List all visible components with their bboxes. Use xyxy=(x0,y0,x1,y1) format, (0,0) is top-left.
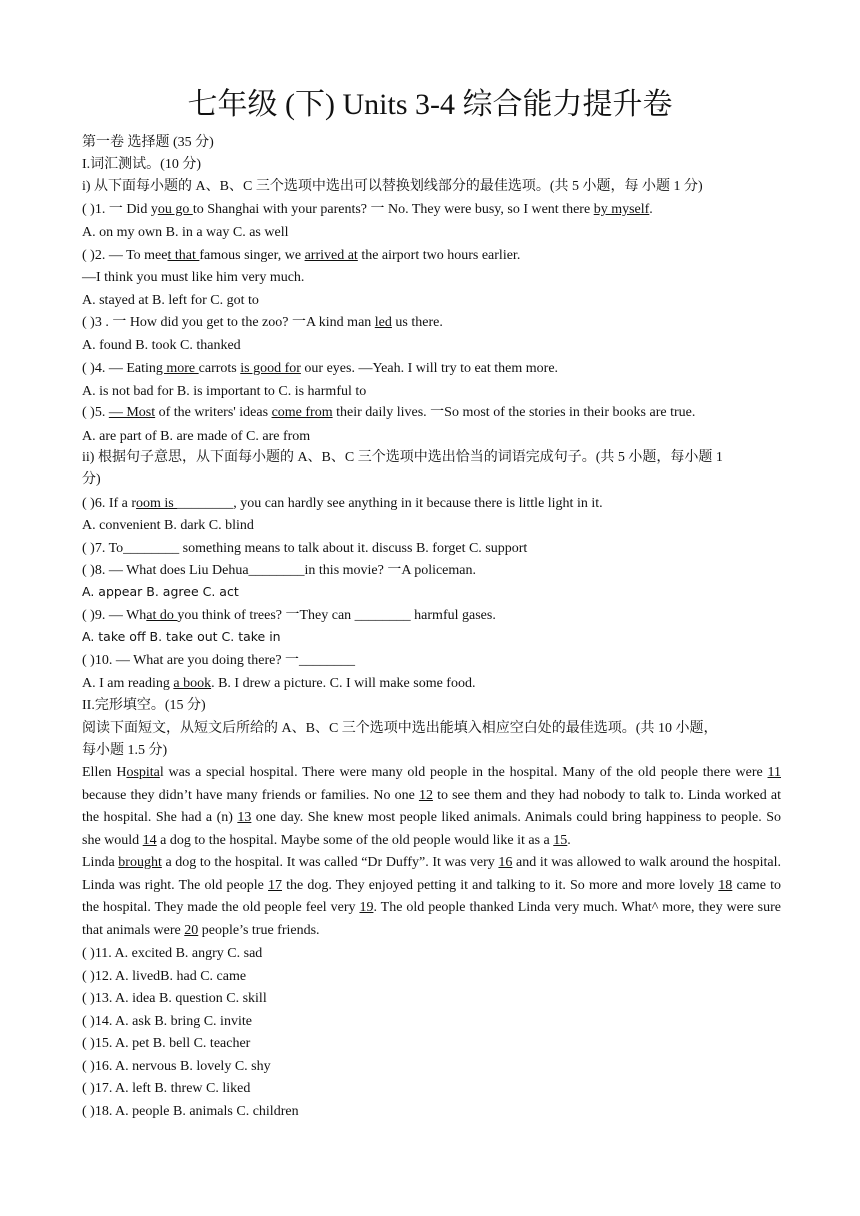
section-heading: 第一卷 选择题 (35 分) xyxy=(82,135,214,150)
passage-text: came to the hospital. They made the old people feel very xyxy=(82,877,782,916)
part2-heading: II.完形填空。(15 分) xyxy=(82,698,206,713)
cloze-question: ( )16. A. nervous B. lovely C. shy xyxy=(82,1059,271,1074)
question-1-options: A. on my own B. in a way C. as well xyxy=(82,225,289,240)
part1-i-instruction: i) 从下面每小题的 A、B、C 三个选项中选出可以替换划线部分的最佳选项。(共 5 小题，每 小题 1 分) xyxy=(82,179,703,194)
question-5-options: A. are part of B. are made of C. are from xyxy=(82,429,311,444)
passage-text: and it was allowed to walk around the hospital. Linda was right. The old people xyxy=(82,855,781,893)
question-2-options: A. stayed at B. left for C. got to xyxy=(82,293,259,308)
blank-number: 19 xyxy=(359,900,374,916)
passage-text: a dog to the hospital. It was called “Dr Duffy”. It was very xyxy=(161,855,499,870)
part1-ii-instruction-cont: 分) xyxy=(82,472,101,487)
passage-text: people’s true friends. xyxy=(198,922,320,938)
cloze-question: ( )11. A. excited B. angry C. sad xyxy=(82,946,263,961)
blank-number: 17 xyxy=(268,877,282,893)
question-10-options: A. I am reading a book. B. I drew a picture. C. I will make some food. xyxy=(82,676,476,691)
question-4-options: A. is not bad for B. is important to C. is harmful to xyxy=(82,384,367,399)
blank-number: 15 xyxy=(553,832,568,848)
cloze-question: ( )18. A. people B. animals C. children xyxy=(82,1104,299,1119)
question-5: ( )5. — Most of the writers' ideas come from their daily lives. 一So most of the stories in their books are true. xyxy=(82,405,696,420)
question-2: ( )2. — To meet that famous singer, we arrived at the airport two hours earlier. xyxy=(82,248,521,263)
question-3-options: A. found B. took C. thanked xyxy=(82,338,241,353)
blank-number: 12 xyxy=(418,787,433,803)
blank-number: 18 xyxy=(718,877,733,893)
passage-text: . xyxy=(567,832,571,848)
page-title: 七年级 (下) Units 3-4 综合能力提升卷 xyxy=(187,88,673,121)
passage-text: Ellen H xyxy=(82,765,127,780)
question-8-options: A. appear B. agree C. act xyxy=(82,584,239,599)
blank-number: 20 xyxy=(184,922,199,938)
blank-number: 14 xyxy=(142,832,157,848)
passage-text: a dog to the hospital. Maybe some of the old people would like it as a xyxy=(156,832,554,848)
question-10: ( )10. — What are you doing there? 一________ xyxy=(82,653,356,668)
question-6: ( )6. If a room is ________, you can hardly see anything in it because there is little light in it. xyxy=(82,496,603,511)
part2-instruction: 阅读下面短文，从短文后所给的 A、B、C 三个选项中选出能填入相应空白处的最佳选项。(共 10 小题， xyxy=(82,721,718,736)
part2-instruction-cont: 每小题 1.5 分) xyxy=(82,743,168,758)
cloze-question: ( )14. A. ask B. bring C. invite xyxy=(82,1014,252,1029)
cloze-passage-paragraph-2 xyxy=(82,852,781,942)
question-4: ( )4. — Eating more carrots is good for our eyes. —Yeah. I will try to eat them more. xyxy=(82,361,559,376)
part1-ii-instruction: ii) 根据句子意思，从下面每小题的 A、B、C 三个选项中选出恰当的词语完成句子。(共 5 小题，每小题 1 xyxy=(82,450,723,465)
question-6-options: A. convenient B. dark C. blind xyxy=(82,518,254,533)
question-3: ( )3 . 一 How did you get to the zoo? 一A kind man led us there. xyxy=(82,315,443,330)
blank-number: ospita xyxy=(126,765,160,780)
blank-number: 16 xyxy=(498,855,513,870)
question-7: ( )7. To________ something means to talk about it. discuss B. forget C. support xyxy=(82,541,528,556)
part1-heading: I.词汇测试。(10 分) xyxy=(82,157,201,172)
blank-number: 11 xyxy=(767,765,781,780)
passage-text: to see them and they had nobody to talk to. Linda worked at the hospital. She had a (n) xyxy=(82,787,781,826)
cloze-question: ( )12. A. livedB. had C. came xyxy=(82,969,247,984)
passage-text: l was a special hospital. There were many old people in the hospital. Many of the old people there were xyxy=(159,765,768,780)
passage-text: . The old people thanked Linda very much. What^ more, they were sure that animals were xyxy=(82,900,782,938)
question-2-response: —I think you must like him very much. xyxy=(82,270,305,285)
passage-text: the dog. They enjoyed petting it and talking to it. So more and more lovely xyxy=(282,877,719,893)
passage-text: Linda xyxy=(82,855,119,870)
passage-text: because they didn’t have many friends or families. No one xyxy=(82,787,419,803)
cloze-question: ( )15. A. pet B. bell C. teacher xyxy=(82,1036,251,1051)
question-9-options: A. take off B. take out C. take in xyxy=(82,629,281,644)
blank-number: 13 xyxy=(237,810,252,826)
cloze-question: ( )13. A. idea B. question C. skill xyxy=(82,991,267,1006)
cloze-passage-paragraph-1 xyxy=(82,762,781,852)
question-8: ( )8. — What does Liu Dehua________in this movie? 一A policeman. xyxy=(82,563,477,578)
cloze-question: ( )17. A. left B. threw C. liked xyxy=(82,1081,251,1096)
passage-text: one day. She knew most people liked animals. Animals could bring happiness to people. So she would xyxy=(82,810,781,848)
blank-number: brought xyxy=(118,855,162,870)
question-1: ( )1. 一 Did you go to Shanghai with your parents? 一 No. They were busy, so I went there by myself. xyxy=(82,202,653,217)
question-9: ( )9. — What do you think of trees? 一They can ________ harmful gases. xyxy=(82,608,496,623)
